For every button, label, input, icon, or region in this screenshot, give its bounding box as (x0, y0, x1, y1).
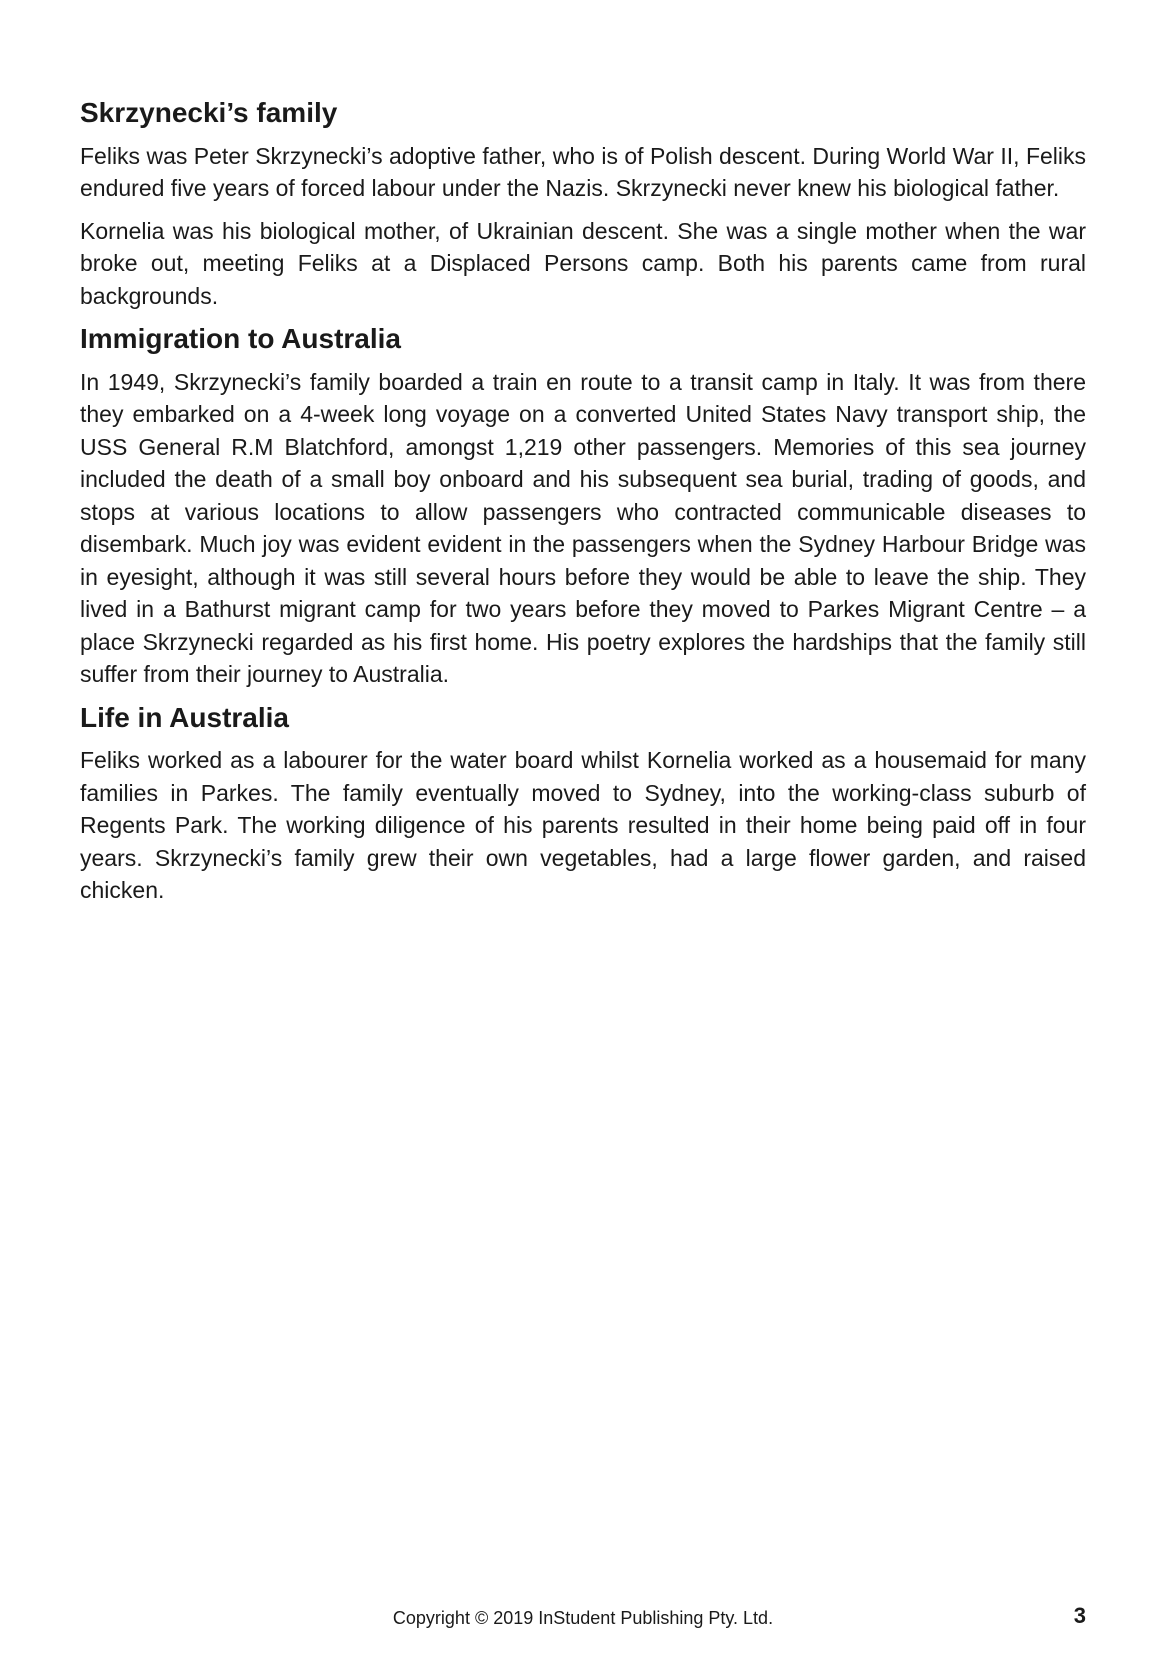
paragraph: In 1949, Skrzynecki’s family boarded a train en route to a transit camp in Italy. It was from there they embarked on a 4-week long voyage on a converted United States Navy transport ship, the USS General R.M Blatchford, amongst 1,219 other passengers. Memories of this sea journey included the death of a small boy onboard and his subsequent sea burial, trading of goods, and stops at various locations to allow passengers who contracted communicable diseases to disembark. Much joy was evident evident in the passengers when the Sydney Harbour Bridge was in eyesight, although it was still several hours before they would be able to leave the ship. They lived in a Bathurst migrant camp for two years before they moved to Parkes Migrant Centre – a place Skrzynecki regarded as his first home. His poetry explores the hardships that the family still suffer from their journey to Australia. (80, 368, 1086, 688)
section-heading: Life in Australia (80, 701, 290, 733)
paragraph: Kornelia was his biological mother, of Ukrainian descent. She was a single mother when the war broke out, meeting Feliks at a Displaced Persons camp. Both his parents came from rural backgrounds. (80, 217, 1086, 309)
footer-copyright: Copyright © 2019 InStudent Publishing Pty. Ltd. (392, 1608, 774, 1628)
section-heading: Skrzynecki’s family (80, 97, 338, 128)
section-heading: Immigration to Australia (80, 323, 402, 355)
page-content (80, 96, 1086, 917)
section-skrzynecki-family (80, 96, 1086, 312)
paragraph: Feliks was Peter Skrzynecki’s adoptive father, who is of Polish descent. During World War II, Feliks endured five years of forced labour under the Nazis. Skrzynecki never knew his biological father. (80, 142, 1086, 202)
paragraph: Feliks worked as a labourer for the water board whilst Kornelia worked as a housemaid for many families in Parkes. The family eventually moved to Sydney, into the working-class suburb of Regents Park. The working diligence of his parents resulted in their home being paid off in four years. Skrzynecki’s family grew their own vegetables, had a large flower garden, and raised chicken. (80, 747, 1086, 904)
page-number: 3 (1073, 1603, 1086, 1628)
section-immigration (80, 322, 1086, 691)
section-life-in-australia (80, 701, 1086, 907)
